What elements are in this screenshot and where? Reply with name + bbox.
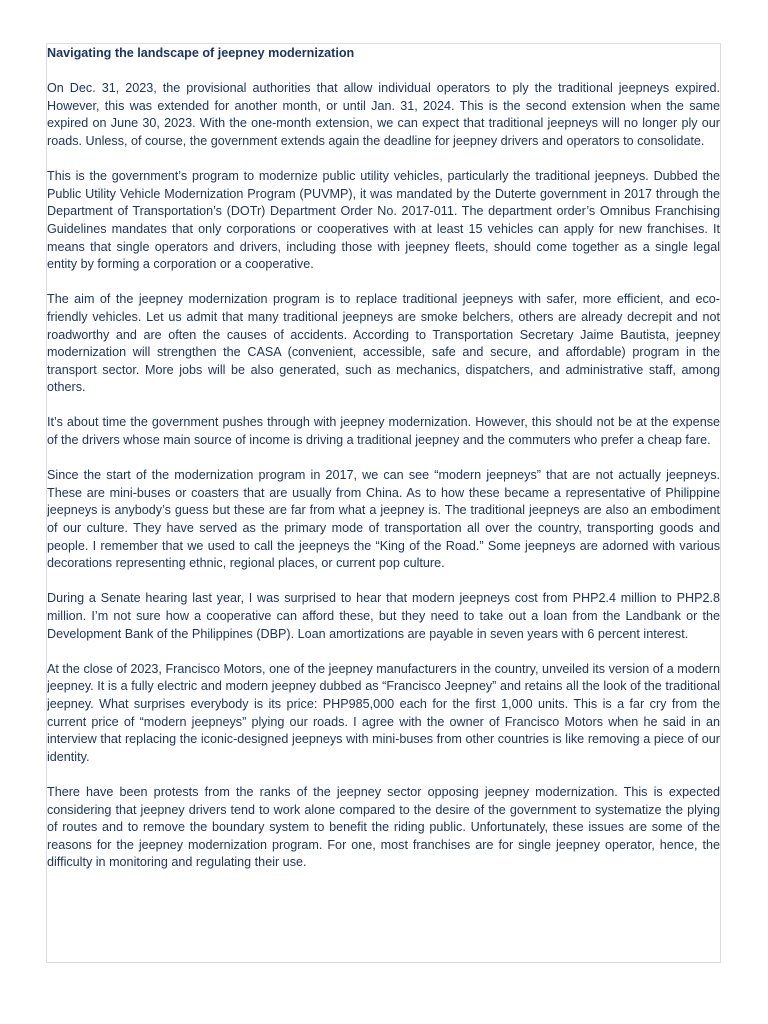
article-title: Navigating the landscape of jeepney modernization xyxy=(47,46,355,60)
paragraph-6: During a Senate hearing last year, I was surprised to hear that modern jeepneys cost from PHP2.4 million to PHP2.8 million. I’m not sure how a cooperative can afford these, but they need to take out a loan from the Landbank or the Development Bank of the Philippines (DBP). Loan amortizations are payable in seven years with 6 percent interest. xyxy=(47,591,720,641)
paragraph-1: On Dec. 31, 2023, the provisional authorities that allow individual operators to ply the traditional jeepneys expired. However, this was extended for another month, or until Jan. 31, 2024. This is the second extension when the same expired on June 30, 2023. With the one-month extension, we can expect that traditional jeepneys will no longer ply our roads. Unless, of course, the government extends again the deadline for jeepney drivers and operators to consolidate. xyxy=(47,81,720,148)
paragraph-3: The aim of the jeepney modernization program is to replace traditional jeepneys with safer, more efficient, and eco-friendly vehicles. Let us admit that many traditional jeepneys are smoke belchers, others are already decrepit and not roadworthy and are often the causes of accidents. According to Transportation Secretary Jaime Bautista, jeepney modernization will strengthen the CASA (convenient, accessible, safe and secure, and affordable) program in the transport sector. More jobs will be also generated, such as mechanics, dispatchers, and administrative staff, among others. xyxy=(47,292,720,395)
paragraph-7: At the close of 2023, Francisco Motors, one of the jeepney manufacturers in the country, unveiled its version of a modern jeepney. It is a fully electric and modern jeepney dubbed as “Francisco Jeepney” and retains all the look of the traditional jeepney. What surprises everybody is its price: PHP985,000 each for the first 1,000 units. This is a far cry from the current price of “modern jeepneys” plying our roads. I agree with the owner of Francisco Motors when he said in an interview that replacing the iconic-designed jeepneys with mini-buses from other countries is like removing a piece of our identity. xyxy=(47,661,720,764)
document-page xyxy=(46,43,721,963)
paragraph-8: There have been protests from the ranks of the jeepney sector opposing jeepney modernization. This is expected considering that jeepney drivers tend to work alone compared to the desire of the government to systematize the plying of routes and to remove the boundary system to benefit the riding public. Unfortunately, these issues are some of the reasons for the jeepney modernization program. For one, most franchises are for single jeepney operator, hence, the difficulty in monitoring and regulating their use. xyxy=(47,784,720,870)
paragraph-4: It’s about time the government pushes through with jeepney modernization. However, this should not be at the expense of the drivers whose main source of income is driving a traditional jeepney and the commuters who prefer a cheap fare. xyxy=(47,415,720,448)
paragraph-2: This is the government’s program to modernize public utility vehicles, particularly the traditional jeepneys. Dubbed the Public Utility Vehicle Modernization Program (PUVMP), it was mandated by the Duterte government in 2017 through the Department of Transportation’s (DOTr) Department Order No. 2017-011. The department order’s Omnibus Franchising Guidelines mandates that only corporations or cooperatives with at least 15 vehicles can apply for new franchises. It means that single operators and drivers, including those with jeepney fleets, should come together as a single legal entity by forming a corporation or a cooperative. xyxy=(47,169,720,272)
paragraph-5: Since the start of the modernization program in 2017, we can see “modern jeepneys” that are not actually jeepneys. These are mini-buses or coasters that are usually from China. As to how these became a representative of Philippine jeepneys is anybody’s guess but these are far from what a jeepney is. The traditional jeepneys are also an embodiment of our culture. They have served as the primary mode of transportation all over the country, transporting goods and people. I remember that we used to call the jeepneys the “King of the Road.” Some jeepneys are adorned with various decorations representing ethnic, regional places, or current pop culture. xyxy=(47,468,720,571)
